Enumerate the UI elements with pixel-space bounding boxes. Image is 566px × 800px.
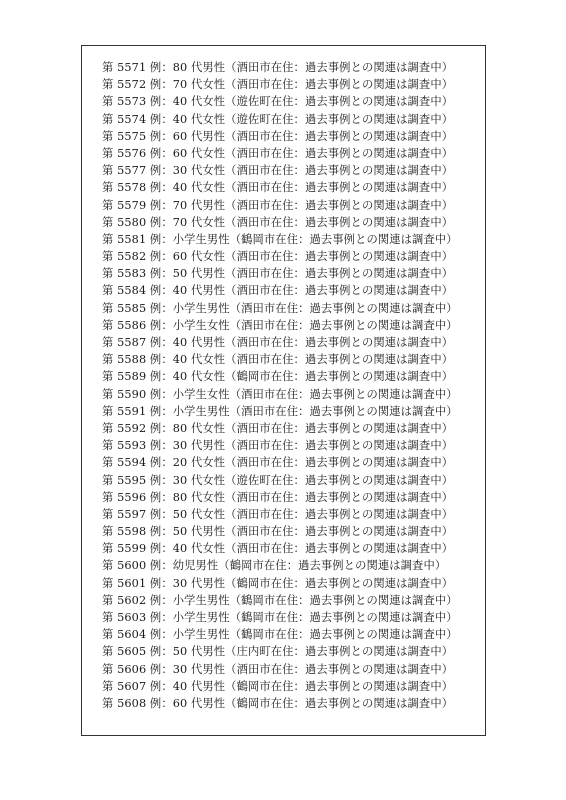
case-row: 第 5607 例：40 代男性（鶴岡市在住：過去事例との関連は調査中） xyxy=(102,679,454,693)
document-frame xyxy=(81,45,486,736)
case-row: 第 5594 例：20 代女性（酒田市在住：過去事例との関連は調査中） xyxy=(102,456,454,470)
case-row: 第 5603 例：小学生男性（鶴岡市在住：過去事例との関連は調査中） xyxy=(102,611,458,624)
case-row: 第 5571 例：80 代男性（酒田市在住：過去事例との関連は調査中） xyxy=(102,61,454,74)
case-row: 第 5606 例：30 代男性（酒田市在住：過去事例との関連は調査中） xyxy=(102,662,454,676)
case-row: 第 5605 例：50 代男性（庄内町在住：過去事例との関連は調査中） xyxy=(102,645,454,659)
case-row: 第 5601 例：30 代男性（鶴岡市在住：過去事例との関連は調査中） xyxy=(102,576,454,590)
case-row: 第 5597 例：50 代女性（酒田市在住：過去事例との関連は調査中） xyxy=(102,507,454,521)
case-row: 第 5592 例：80 代女性（酒田市在住：過去事例との関連は調査中） xyxy=(102,421,454,435)
case-row: 第 5582 例：60 代女性（酒田市在住：過去事例との関連は調査中） xyxy=(102,250,454,264)
case-row: 第 5602 例：小学生男性（鶴岡市在住：過去事例との関連は調査中） xyxy=(102,593,458,607)
case-row: 第 5585 例：小学生男性（酒田市在住：過去事例との関連は調査中） xyxy=(102,301,458,315)
case-row: 第 5588 例：40 代女性（酒田市在住：過去事例との関連は調査中） xyxy=(102,353,454,367)
case-row: 第 5572 例：70 代女性（酒田市在住：過去事例との関連は調査中） xyxy=(102,78,454,92)
case-row: 第 5584 例：40 代男性（酒田市在住：過去事例との関連は調査中） xyxy=(102,284,454,298)
case-row: 第 5578 例：40 代女性（酒田市在住：過去事例との関連は調査中） xyxy=(102,181,454,195)
case-row: 第 5598 例：50 代男性（酒田市在住：過去事例との関連は調査中） xyxy=(102,525,454,539)
case-row: 第 5589 例：40 代女性（鶴岡市在住：過去事例との関連は調査中） xyxy=(102,370,454,384)
case-row: 第 5580 例：70 代女性（酒田市在住：過去事例との関連は調査中） xyxy=(102,215,454,229)
case-row: 第 5604 例：小学生男性（鶴岡市在住：過去事例との関連は調査中） xyxy=(102,628,458,642)
case-row: 第 5581 例：小学生男性（鶴岡市在住：過去事例との関連は調査中） xyxy=(102,232,458,246)
case-row: 第 5595 例：30 代女性（遊佐町在住：過去事例との関連は調査中） xyxy=(102,473,454,487)
case-row: 第 5573 例：40 代女性（遊佐町在住：過去事例との関連は調査中） xyxy=(102,95,454,109)
case-row: 第 5577 例：30 代女性（酒田市在住：過去事例との関連は調査中） xyxy=(102,164,454,178)
case-row: 第 5608 例：60 代男性（鶴岡市在住：過去事例との関連は調査中） xyxy=(102,696,454,710)
case-list xyxy=(102,59,458,712)
case-row: 第 5583 例：50 代男性（酒田市在住：過去事例との関連は調査中） xyxy=(102,267,454,281)
case-row: 第 5599 例：40 代女性（酒田市在住：過去事例との関連は調査中） xyxy=(102,542,454,556)
case-row: 第 5587 例：40 代男性（酒田市在住：過去事例との関連は調査中） xyxy=(102,336,454,349)
case-row: 第 5596 例：80 代女性（酒田市在住：過去事例との関連は調査中） xyxy=(102,490,454,504)
case-row: 第 5593 例：30 代男性（酒田市在住：過去事例との関連は調査中） xyxy=(102,439,454,453)
case-row: 第 5575 例：60 代男性（酒田市在住：過去事例との関連は調査中） xyxy=(102,129,454,143)
case-row: 第 5586 例：小学生女性（酒田市在住：過去事例との関連は調査中） xyxy=(102,318,458,332)
case-row: 第 5591 例：小学生男性（酒田市在住：過去事例との関連は調査中） xyxy=(102,404,458,418)
case-row: 第 5576 例：60 代女性（酒田市在住：過去事例との関連は調査中） xyxy=(102,146,454,160)
case-row: 第 5574 例：40 代女性（遊佐町在住：過去事例との関連は調査中） xyxy=(102,112,454,126)
case-row: 第 5600 例：幼児男性（鶴岡市在住：過去事例との関連は調査中） xyxy=(102,559,447,573)
case-row: 第 5590 例：小学生女性（酒田市在住：過去事例との関連は調査中） xyxy=(102,387,458,401)
case-row: 第 5579 例：70 代男性（酒田市在住：過去事例との関連は調査中） xyxy=(102,198,454,212)
